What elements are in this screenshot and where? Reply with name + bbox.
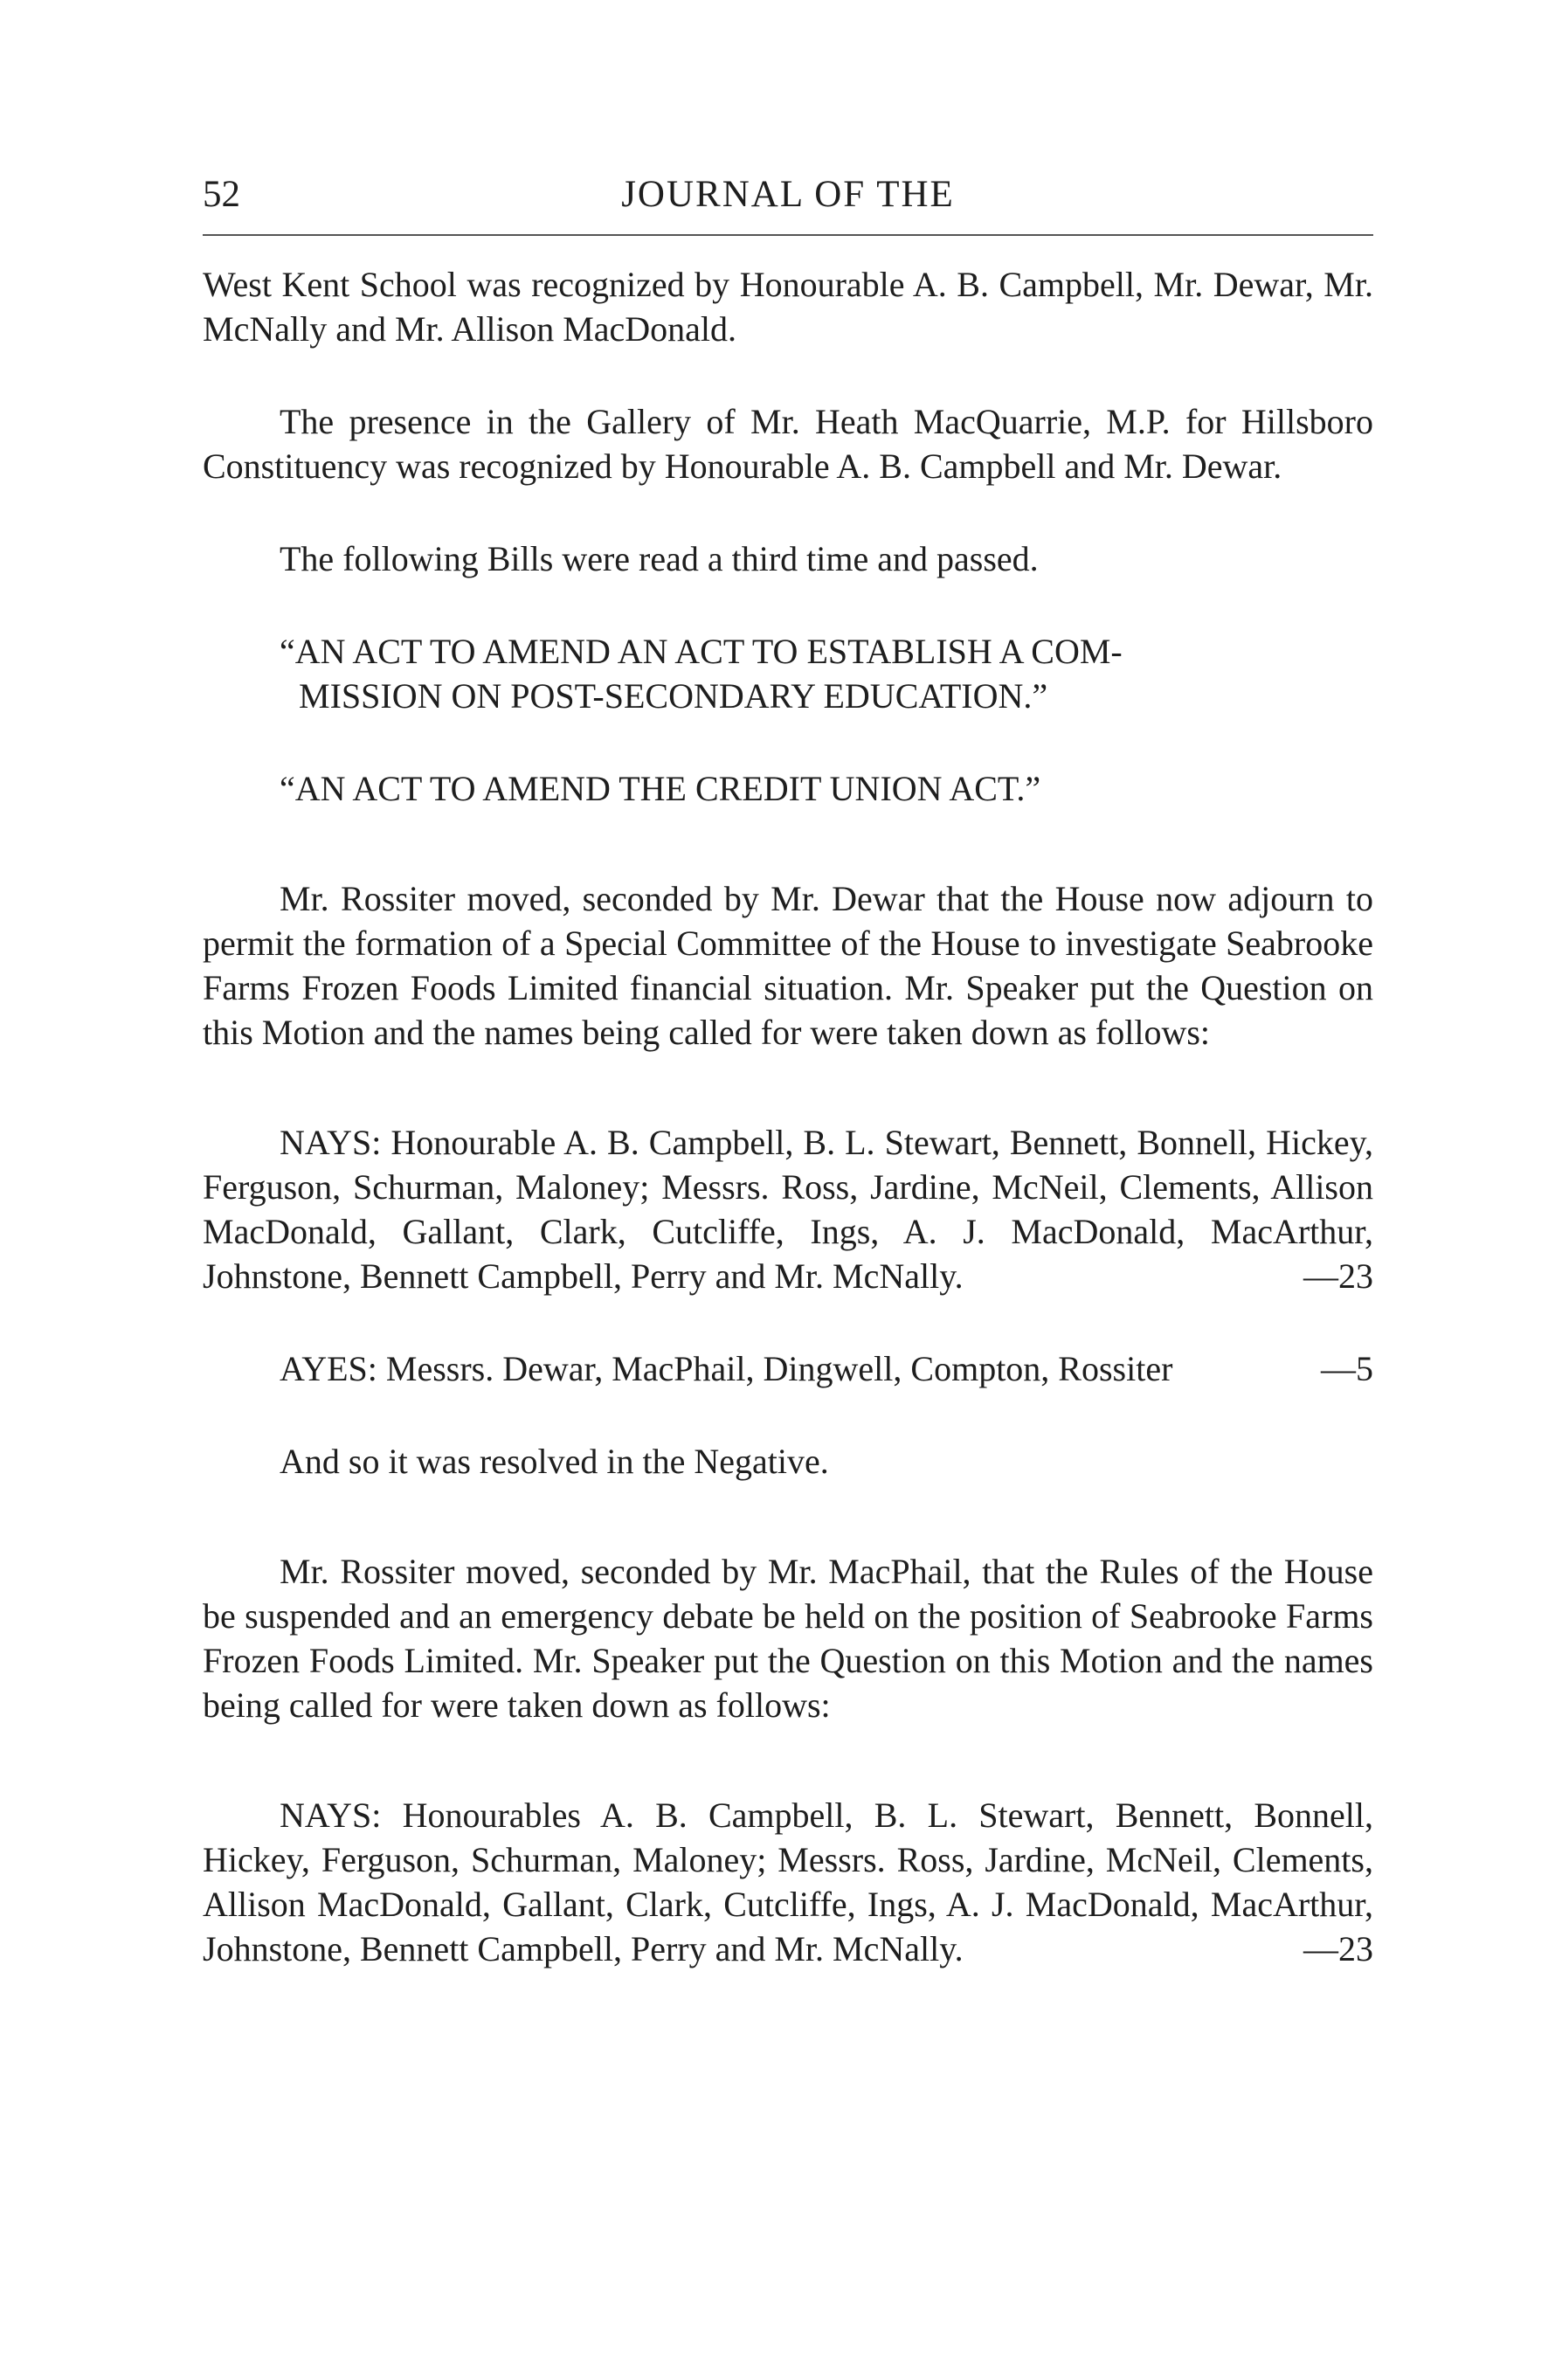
nays-names-1: NAYS: Honourable A. B. Campbell, B. L. Stewart, Bennett, Bonnell, Hickey, Ferguson, Schurman, Maloney; Messrs. Ross, Jardine, McNeil, Clements, Allison MacDonald, Gallant, Clark, Cutcliffe, Ings, A. J. MacDonald, MacArthur, Johnstone, Bennett Campbell, Perry and Mr. McNally. [203, 1123, 1373, 1296]
bill-title-line-2: MISSION ON POST-SECONDARY EDUCATION.” [299, 676, 1048, 716]
nays-names-2: NAYS: Honourables A. B. Campbell, B. L. Stewart, Bennett, Bonnell, Hickey, Ferguson, Schurman, Maloney; Messrs. Ross, Jardine, McNeil, Clements, Allison MacDonald, Gallant, Clark, Cutcliffe, Ings, A. J. MacDonald, MacArthur, Johnstone, Bennett Campbell, Perry and Mr. McNally. [203, 1795, 1373, 1968]
header-rule [203, 234, 1373, 236]
paragraph-adjourn-motion: Mr. Rossiter moved, seconded by Mr. Dewar that the House now adjourn to permit the formation of a Special Committee of the House to investigate Seabrooke Farms Frozen Foods Limited financial situation. Mr. Speaker put the Question on this Motion and the names being called for were taken down as follows: [203, 879, 1373, 1052]
paragraph-school-recognition: West Kent School was recognized by Honourable A. B. Campbell, Mr. Dewar, Mr. McNally and Mr. Allison MacDonald. [203, 265, 1373, 349]
paragraph-resolved-negative: And so it was resolved in the Negative. [280, 1442, 829, 1481]
page-body [203, 262, 1373, 1971]
paragraph-gallery-recognition: The presence in the Gallery of Mr. Heath MacQuarrie, M.P. for Hillsboro Constituency was recognized by Honourable A. B. Campbell and Mr. Dewar. [203, 402, 1373, 486]
ayes-names-1: AYES: Messrs. Dewar, MacPhail, Dingwell, Compton, Rossiter [280, 1349, 1173, 1388]
nays-count-2: —23 [1303, 1929, 1373, 1968]
running-head: JOURNAL OF THE [621, 174, 955, 215]
nays-list-2 [203, 1793, 1373, 1971]
paragraph-emergency-debate-motion: Mr. Rossiter moved, seconded by Mr. MacPhail, that the Rules of the House be suspended and an emergency debate be held on the position of Seabrooke Farms Frozen Foods Limited. Mr. Speaker put the Question on this Motion and the names being called for were taken down as follows: [203, 1552, 1373, 1725]
paragraph-bills-passed: The following Bills were read a third time and passed. [280, 539, 1039, 578]
ayes-count-1: —5 [1321, 1349, 1373, 1388]
page-header [203, 173, 1373, 227]
nays-list-1 [203, 1120, 1373, 1298]
page-number: 52 [203, 174, 240, 215]
bill-title-line-1: “AN ACT TO AMEND AN ACT TO ESTABLISH A COM- [280, 632, 1123, 671]
bill-title-credit-union: “AN ACT TO AMEND THE CREDIT UNION ACT.” [280, 769, 1041, 808]
ayes-list-1 [203, 1346, 1373, 1391]
bill-title-education [203, 629, 1373, 718]
nays-count-1: —23 [1303, 1256, 1373, 1296]
